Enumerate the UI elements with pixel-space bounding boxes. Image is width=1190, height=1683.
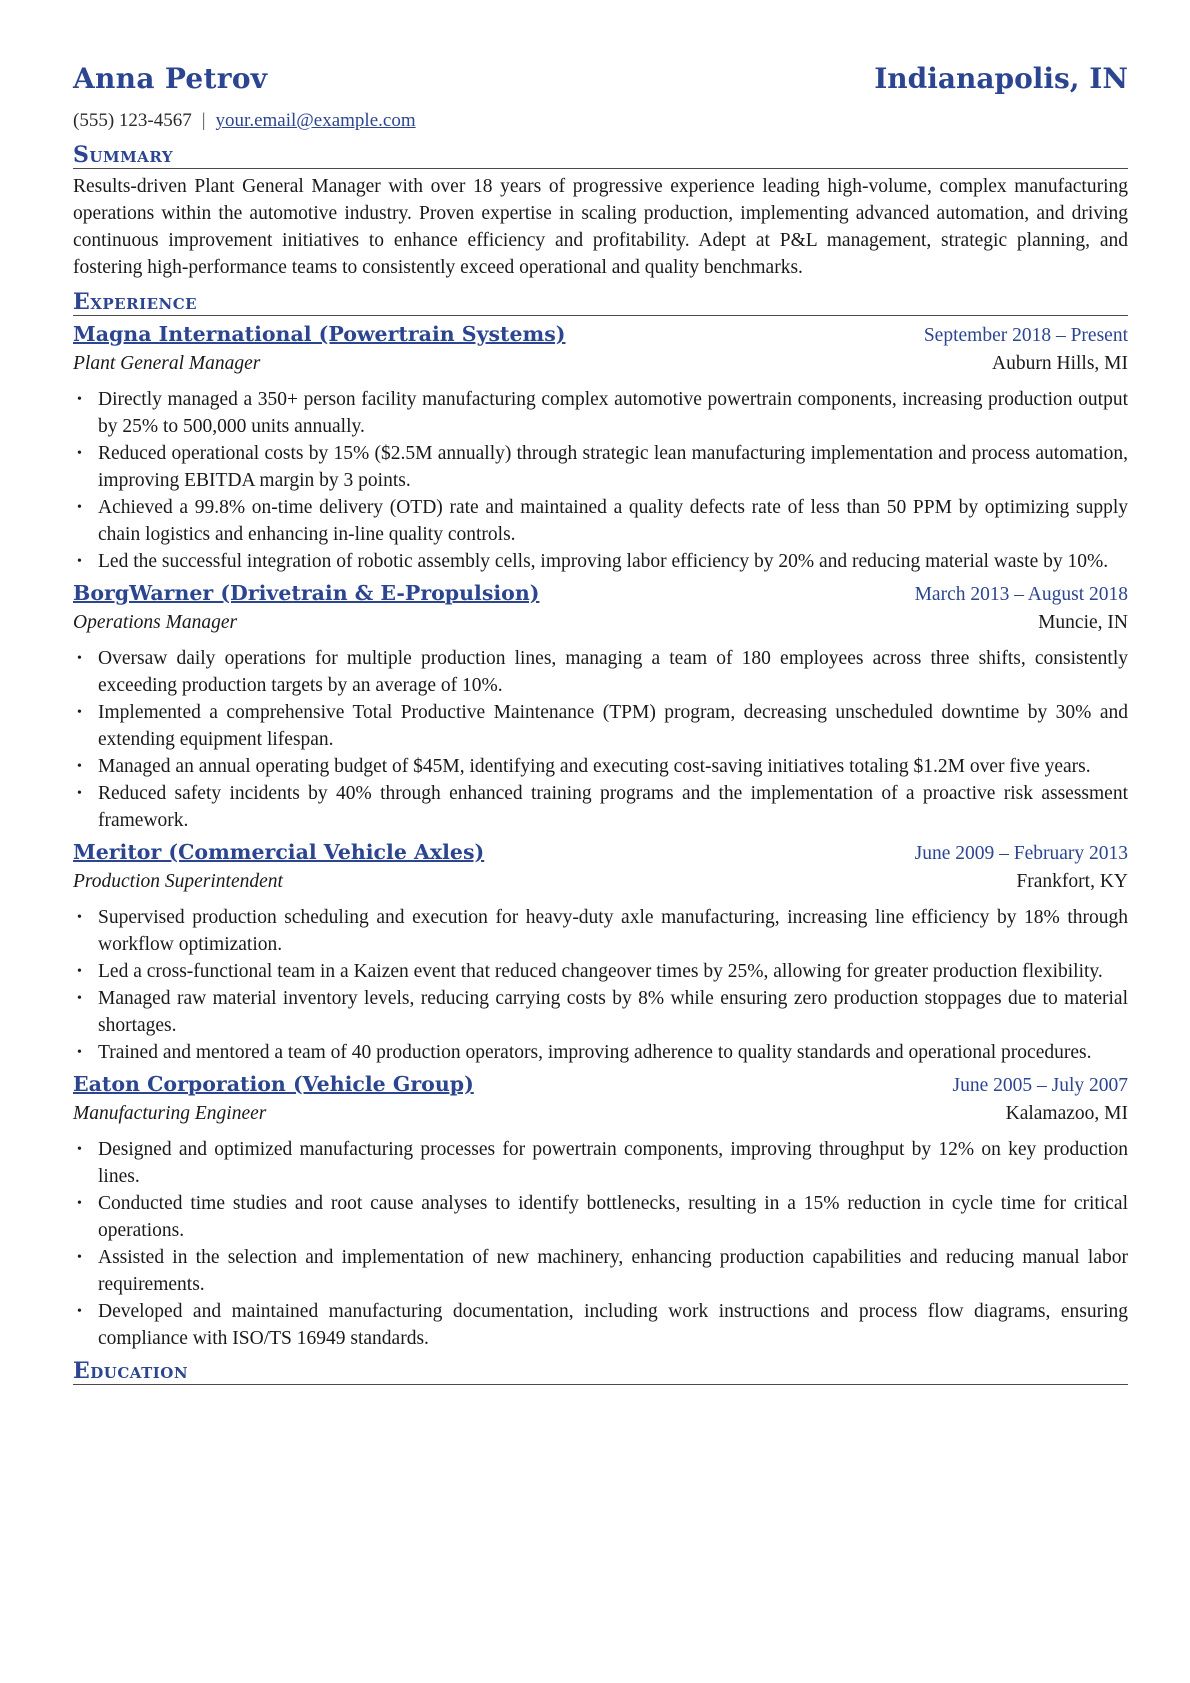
bullet-text: Designed and optimized manufacturing processes for powertrain components, improving throughput by 12% on key production lines. (98, 1139, 1128, 1187)
resume-page (73, 62, 1128, 1385)
list-item (77, 1039, 1128, 1066)
job-title: Manufacturing Engineer (73, 1103, 267, 1124)
job-entry (73, 320, 1128, 575)
candidate-name: Anna Petrov (73, 62, 268, 95)
bullet-text: Oversaw daily operations for multiple production lines, managing a team of 180 employees across three shifts, consistently exceeding production targets by an average of 10%. (98, 648, 1128, 696)
list-item (77, 548, 1128, 575)
list-item (77, 958, 1128, 985)
bullet-icon: • (77, 500, 82, 515)
list-item (77, 440, 1128, 494)
job-bullet-list (73, 904, 1128, 1066)
bullet-text: Directly managed a 350+ person facility manufacturing complex automotive powertrain components, increasing production output by 25% to 500,000 units annually. (98, 389, 1128, 437)
job-subheader-row (73, 1100, 1128, 1128)
list-item (77, 645, 1128, 699)
list-item (77, 386, 1128, 440)
job-entry (73, 579, 1128, 834)
bullet-text: Trained and mentored a team of 40 production operators, improving adherence to quality standards and operational procedures. (98, 1042, 1092, 1063)
job-subheader-row (73, 609, 1128, 637)
job-header-row (73, 320, 1128, 350)
job-header-row (73, 579, 1128, 609)
job-dates: June 2009 – February 2013 (914, 843, 1128, 864)
section-heading-education: Education (73, 1358, 1128, 1385)
job-location: Muncie, IN (1038, 612, 1128, 633)
list-item (77, 1190, 1128, 1244)
bullet-icon: • (77, 392, 82, 407)
job-dates: March 2013 – August 2018 (914, 584, 1128, 605)
job-bullet-list (73, 1136, 1128, 1352)
job-entry (73, 1070, 1128, 1352)
job-location: Auburn Hills, MI (992, 353, 1128, 374)
bullet-icon: • (77, 910, 82, 925)
bullet-text: Managed raw material inventory levels, reducing carrying costs by 8% while ensuring zero production stoppages due to material shortages. (98, 988, 1128, 1036)
bullet-icon: • (77, 1304, 82, 1319)
company-name: Magna International (Powertrain Systems) (73, 322, 566, 346)
list-item (77, 780, 1128, 834)
list-item (77, 494, 1128, 548)
bullet-text: Led the successful integration of robotic assembly cells, improving labor efficiency by 20% and reducing material waste by 10%. (98, 551, 1109, 572)
company-name: BorgWarner (Drivetrain & E-Propulsion) (73, 581, 540, 605)
list-item (77, 1244, 1128, 1298)
job-bullet-list (73, 386, 1128, 575)
job-subheader-row (73, 350, 1128, 378)
bullet-icon: • (77, 786, 82, 801)
bullet-icon: • (77, 705, 82, 720)
bullet-icon: • (77, 554, 82, 569)
job-dates: September 2018 – Present (923, 325, 1128, 346)
bullet-icon: • (77, 759, 82, 774)
list-item (77, 904, 1128, 958)
job-header-row (73, 1070, 1128, 1100)
job-subheader-row (73, 868, 1128, 896)
bullet-text: Developed and maintained manufacturing documentation, including work instructions and process flow diagrams, ensuring compliance with ISO/TS 16949 standards. (98, 1301, 1128, 1349)
job-location: Kalamazoo, MI (1005, 1103, 1128, 1124)
bullet-icon: • (77, 1250, 82, 1265)
company-name: Eaton Corporation (Vehicle Group) (73, 1072, 474, 1096)
email-link[interactable]: your.email@example.com (215, 110, 416, 131)
bullet-text: Assisted in the selection and implementation of new machinery, enhancing production capabilities and reducing manual labor requirements. (98, 1247, 1128, 1295)
contact-line (73, 110, 1128, 140)
candidate-location: Indianapolis, IN (874, 62, 1128, 95)
bullet-icon: • (77, 1045, 82, 1060)
bullet-text: Achieved a 99.8% on-time delivery (OTD) rate and maintained a quality defects rate of less than 50 PPM by optimizing supply chain logistics and enhancing in-line quality controls. (98, 497, 1128, 545)
bullet-icon: • (77, 651, 82, 666)
list-item (77, 699, 1128, 753)
phone-number: (555) 123-4567 (73, 110, 192, 131)
job-title: Operations Manager (73, 612, 238, 633)
job-dates: June 2005 – July 2007 (952, 1075, 1128, 1096)
experience-list (73, 320, 1128, 1352)
header (73, 62, 1128, 106)
bullet-icon: • (77, 446, 82, 461)
list-item (77, 1298, 1128, 1352)
list-item (77, 1136, 1128, 1190)
list-item (77, 985, 1128, 1039)
bullet-icon: • (77, 1142, 82, 1157)
job-entry (73, 838, 1128, 1066)
section-heading-experience: Experience (73, 289, 1128, 316)
bullet-icon: • (77, 964, 82, 979)
list-item (77, 753, 1128, 780)
bullet-text: Led a cross-functional team in a Kaizen event that reduced changeover times by 25%, allowing for greater production flexibility. (98, 961, 1103, 982)
summary-text: Results-driven Plant General Manager with over 18 years of progressive experience leading high-volume, complex manufacturing operations within the automotive industry. Proven expertise in scaling production, implementing advanced automation, and driving continuous improvement initiatives to enhance efficiency and profitability. Adept at P&L management, strategic planning, and fostering high-performance teams to consistently exceed operational and quality benchmarks. (73, 176, 1128, 278)
section-heading-summary: Summary (73, 142, 1128, 169)
job-title: Production Superintendent (73, 871, 283, 892)
company-name: Meritor (Commercial Vehicle Axles) (73, 840, 485, 864)
bullet-text: Reduced safety incidents by 40% through enhanced training programs and the implementation of a proactive risk assessment framework. (98, 783, 1128, 831)
bullet-icon: • (77, 991, 82, 1006)
bullet-text: Managed an annual operating budget of $45M, identifying and executing cost-saving initiatives totaling $1.2M over five years. (98, 756, 1091, 777)
job-bullet-list (73, 645, 1128, 834)
bullet-text: Conducted time studies and root cause analyses to identify bottlenecks, resulting in a 15% reduction in cycle time for critical operations. (98, 1193, 1128, 1241)
bullet-text: Supervised production scheduling and execution for heavy-duty axle manufacturing, increasing line efficiency by 18% through workflow optimization. (98, 907, 1128, 955)
bullet-text: Reduced operational costs by 15% ($2.5M annually) through strategic lean manufacturing implementation and process automation, improving EBITDA margin by 3 points. (98, 443, 1128, 491)
job-title: Plant General Manager (73, 353, 261, 374)
job-location: Frankfort, KY (1016, 871, 1128, 892)
job-header-row (73, 838, 1128, 868)
contact-separator: | (201, 110, 206, 131)
bullet-text: Implemented a comprehensive Total Productive Maintenance (TPM) program, decreasing unscheduled downtime by 30% and extending equipment lifespan. (98, 702, 1128, 750)
bullet-icon: • (77, 1196, 82, 1211)
